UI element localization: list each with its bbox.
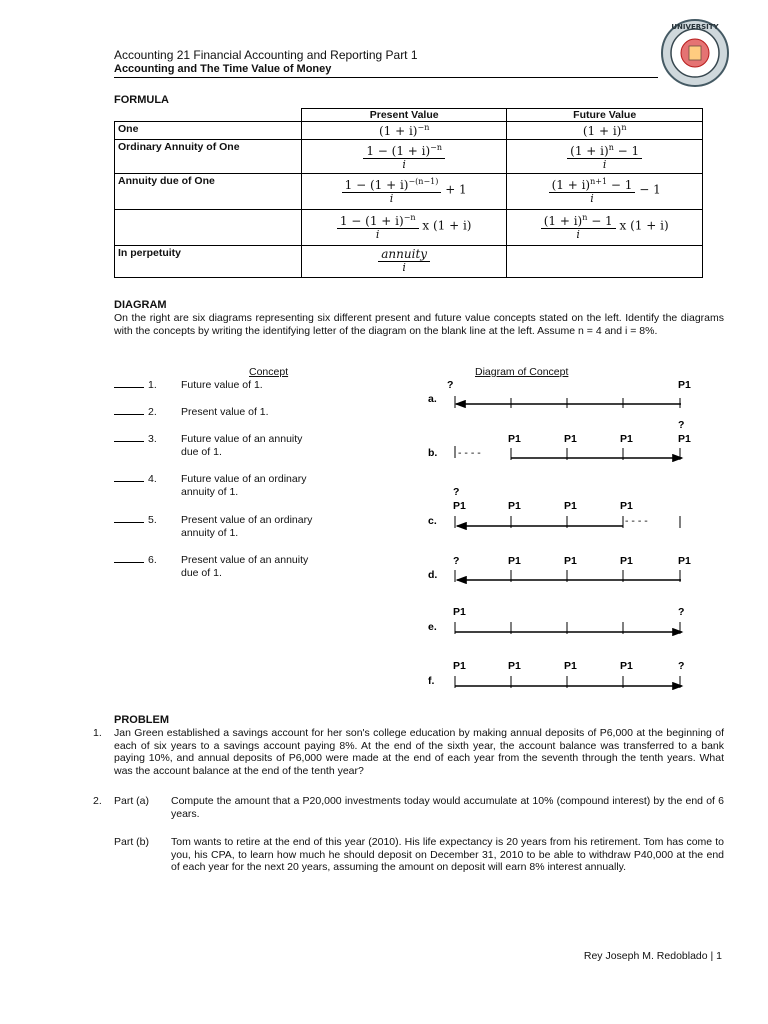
payment-label: P1 [678,433,691,445]
payment-label: P1 [453,660,466,672]
fv-formula-annuity-due-alt: $\frac{(1 + i)^n - 1}{i}$ x (1 + i) [507,210,703,246]
diagram-b [428,419,691,460]
unknown-mark: ? [678,606,685,618]
diagram-f [428,660,684,688]
future-value-header: Future Value [507,109,703,122]
fv-formula-perpetuity [507,246,703,278]
answer-blank[interactable] [114,522,144,523]
diagram-instructions: On the right are six diagrams representing six different present and future value concepts stated on the left. Identify the diagrams with the concepts by writing the identifying letter of the diagram on the blank line at the left. Assume n = 4 and i = 8%. [114,312,724,337]
diagram-heading: DIAGRAM [114,299,167,311]
concept-text: Present value of 1. [181,406,269,418]
answer-blank[interactable] [114,562,144,563]
unknown-mark: ? [453,555,460,567]
payment-label: P1 [508,555,521,567]
answer-blank[interactable] [114,414,144,415]
concept-text: Present value of an annuity due of 1. [181,554,309,579]
diagram-letter: f. [428,675,435,687]
concept-item: 6. [114,554,157,567]
header-rule [114,77,658,78]
payment-label: P1 [564,660,577,672]
payment-label: P1 [508,660,521,672]
payment-label: P1 [564,500,577,512]
payment-label: P1 [620,555,633,567]
diagram-d [428,555,691,582]
dashed-extension: - - - - [458,447,481,459]
payment-label: P1 [620,660,633,672]
payment-label: P1 [564,555,577,567]
formula-heading: FORMULA [114,94,169,106]
problem-number: 2. [93,795,102,807]
payment-label: P1 [678,379,691,391]
pv-formula-perpetuity: $\frac{\text{annuity}}{i}$ [302,246,507,278]
fv-formula-ordinary-annuity: $\frac{(1 + i)^n - 1}{i}$ [507,140,703,174]
part-b-text: Tom wants to retire at the end of this year (2010). His life expectancy is 20 years from his retirement. Tom has come to you, his CPA, to learn how much he should deposit on December 31, 2010 to be able to withdraw P40,000 at the end of each year for the next 20 years, assuming the amount on deposit will earn 8% interest annually. [171,836,724,873]
unknown-mark: ? [678,419,685,431]
payment-label: P1 [508,433,521,445]
concept-item: 3. [114,433,157,446]
unknown-mark: ? [453,486,460,498]
row-label: One [115,122,302,140]
problem-heading: PROBLEM [114,714,169,726]
pv-formula-annuity-due-alt: $\frac{1 - (1 + i)^{-n}}{i}$ x (1 + i) [302,210,507,246]
unknown-mark: ? [678,660,685,672]
diagram-a [428,379,691,408]
svg-text:UNIVERSITY: UNIVERSITY [671,23,719,31]
concept-item: 1. [114,379,157,392]
fv-formula-one: $(1 + i)^n$ [507,122,703,140]
pv-formula-ordinary-annuity: $\frac{1 - (1 + i)^{-n}}{i}$ [302,140,507,174]
answer-blank[interactable] [114,441,144,442]
part-a-text: Compute the amount that a P20,000 investments today would accumulate at 10% (compound interest) by the end of 6 years. [171,795,724,820]
answer-blank[interactable] [114,481,144,482]
timeline-diagrams [420,370,720,695]
payment-label: P1 [620,433,633,445]
pv-formula-one: $(1 + i)^{-n}$ [302,122,507,140]
concept-text: Future value of an annuity due of 1. [181,433,303,458]
row-label: Ordinary Annuity of One [115,140,302,174]
diagram-letter: d. [428,569,438,581]
concept-text: Future value of 1. [181,379,263,391]
diagram-e [428,606,684,634]
university-seal-logo [660,18,730,88]
concept-item: 2. [114,406,157,419]
diagram-letter: a. [428,393,437,405]
course-title: Accounting 21 Financial Accounting and Reporting Part 1 [114,48,418,62]
formula-table [114,108,703,278]
concept-item: 4. [114,473,157,486]
diagram-letter: e. [428,621,437,633]
present-value-header: Present Value [302,109,507,122]
concept-text: Present value of an ordinary annuity of 1. [181,514,313,539]
row-label [115,210,302,246]
fv-formula-annuity-due: $\frac{(1 + i)^{n+1} - 1}{i}$ − 1 [507,174,703,210]
dashed-extension: - - - - [625,515,648,527]
payment-label: P1 [564,433,577,445]
problem-number: 1. [93,727,102,739]
page-footer: Rey Joseph M. Redoblado | 1 [583,950,722,962]
concept-text: Future value of an ordinary annuity of 1. [181,473,307,498]
unknown-mark: ? [447,379,454,391]
pv-formula-annuity-due: $\frac{1 - (1 + i)^{-(n-1)}}{i}$ + 1 [302,174,507,210]
problem-1-text: Jan Green established a savings account for her son's college education by making annual deposits of P6,000 at the beginning of each of six years to a savings account paying 8%. At the end of the sixth year, the account balance was transferred to a bank paying 10%, and annual deposits of P6,000 were made at the end of each year from the seventh through the tenth years. What was the account balance at the end of the tenth year? [114,727,724,777]
part-a-label: Part (a) [114,795,150,807]
diagram-of-concept-heading: Diagram of Concept [475,366,569,378]
payment-label: P1 [453,606,466,618]
diagram-letter: c. [428,515,437,527]
payment-label: P1 [508,500,521,512]
payment-label: P1 [678,555,691,567]
payment-label: P1 [620,500,633,512]
concept-heading: Concept [249,366,289,378]
answer-blank[interactable] [114,387,144,388]
diagram-letter: b. [428,447,438,459]
topic-title: Accounting and The Time Value of Money [114,63,332,75]
diagram-c [428,486,680,528]
row-label: Annuity due of One [115,174,302,210]
part-b-label: Part (b) [114,836,150,848]
row-label: In perpetuity [115,246,302,278]
concept-item: 5. [114,514,157,527]
payment-label: P1 [453,500,466,512]
